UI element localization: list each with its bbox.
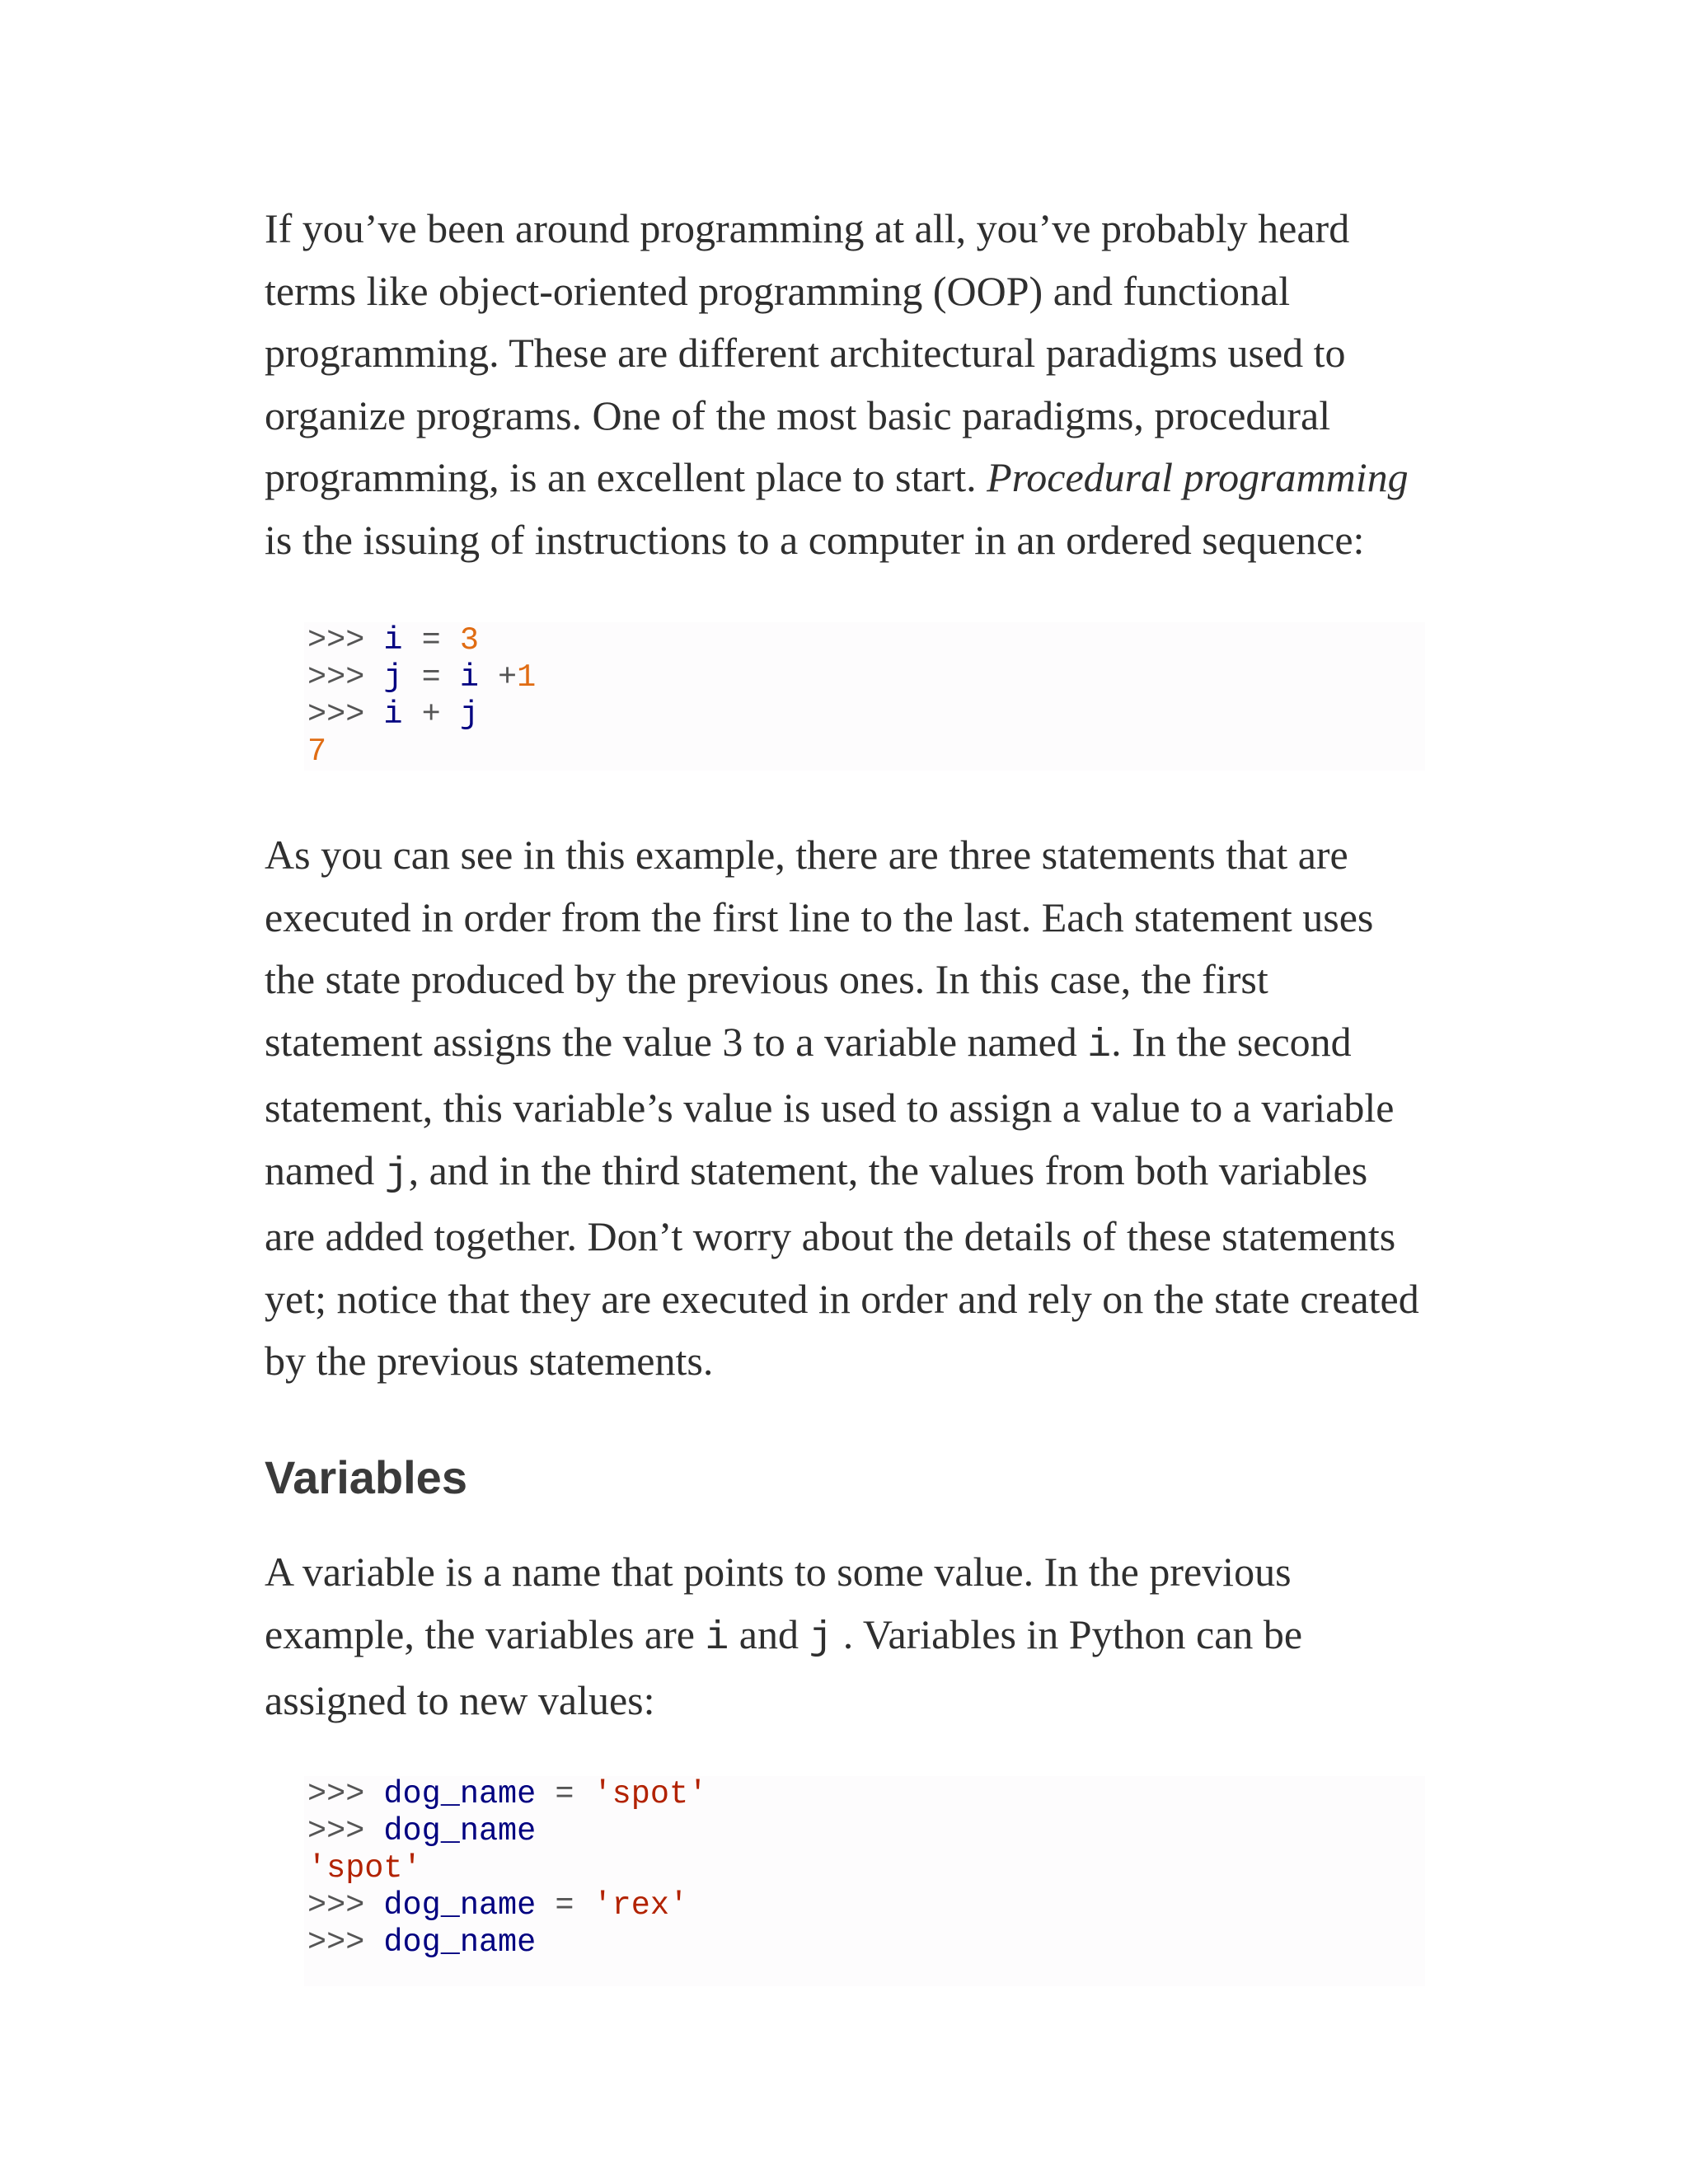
text-line: , and in the third statement, the values from both variables <box>408 1146 1368 1193</box>
variables-paragraph <box>265 1541 1302 1732</box>
code-prompt: >>> <box>307 1887 384 1924</box>
text-line: by the previous statements. <box>265 1338 714 1384</box>
code-identifier: i <box>383 696 403 733</box>
text-line: . Variables in Python can be <box>832 1610 1303 1657</box>
code-identifier: dog_name <box>383 1776 537 1812</box>
code-prompt: >>> <box>307 696 384 733</box>
code-operator: = <box>402 659 460 696</box>
code-identifier: i <box>459 659 479 696</box>
text-line: named <box>265 1146 385 1193</box>
emphasized-term: Procedural programming <box>987 454 1409 500</box>
text-line: executed in order from the first line to the last. Each statement uses <box>265 893 1374 940</box>
text-line: If you’ve been around programming at all, you’ve probably heard <box>265 205 1350 251</box>
text-line: A variable is a name that points to some value. In the previous <box>265 1549 1292 1595</box>
code-line <box>307 659 1425 696</box>
code-line <box>307 622 1425 659</box>
code-line <box>307 1850 1425 1887</box>
text-line: programming. These are different architectural paradigms used to <box>265 330 1346 376</box>
code-line <box>307 1887 1425 1924</box>
code-output: 7 <box>307 733 327 770</box>
code-line <box>307 1813 1425 1850</box>
text-line: yet; notice that they are executed in order and rely on the state created <box>265 1275 1419 1322</box>
code-line <box>307 733 1425 771</box>
code-prompt: >>> <box>307 622 384 658</box>
text-line: is the issuing of instructions to a computer in an ordered sequence: <box>265 516 1365 563</box>
code-line <box>307 696 1425 733</box>
text-line: . In the second <box>1111 1018 1352 1065</box>
code-string: 'rex' <box>593 1887 689 1924</box>
code-prompt: >>> <box>307 1813 384 1849</box>
code-identifier: dog_name <box>383 1887 537 1924</box>
code-line <box>307 1776 1425 1813</box>
code-string: 'spot' <box>593 1776 708 1812</box>
text-line: terms like object-oriented programming (OOP) and functional <box>265 267 1291 314</box>
code-operator: = <box>402 622 460 658</box>
code-prompt: >>> <box>307 1776 384 1812</box>
code-block-arithmetic <box>304 622 1425 771</box>
explanation-paragraph <box>265 824 1419 1393</box>
code-block-variables <box>304 1776 1425 1986</box>
code-operator: = <box>536 1776 593 1812</box>
code-identifier: dog_name <box>383 1924 537 1961</box>
inline-code: i <box>705 1615 729 1661</box>
text-line: are added together. Don’t worry about the details of these statements <box>265 1213 1396 1259</box>
code-line <box>307 1924 1425 1961</box>
text-line: assigned to new values: <box>265 1677 655 1723</box>
code-prompt: >>> <box>307 659 384 696</box>
code-number: 3 <box>459 622 479 658</box>
text-line: example, the variables are <box>265 1610 706 1657</box>
code-number: 1 <box>517 659 537 696</box>
text-line: and <box>729 1610 809 1657</box>
intro-paragraph <box>265 198 1409 571</box>
code-identifier: j <box>383 659 403 696</box>
text-line: statement, this variable’s value is used to assign a value to a variable <box>265 1085 1395 1131</box>
code-prompt: >>> <box>307 1924 384 1961</box>
text-line: the state produced by the previous ones. In this case, the first <box>265 956 1268 1002</box>
code-operator: = <box>536 1887 593 1924</box>
code-output: 'spot' <box>307 1850 422 1886</box>
inline-code: i <box>1087 1023 1112 1068</box>
section-heading: Variables <box>265 1451 467 1503</box>
code-identifier: j <box>459 696 479 733</box>
text-line: As you can see in this example, there are three statements that are <box>265 832 1348 878</box>
text-line: statement assigns the value 3 to a variable named <box>265 1018 1088 1065</box>
inline-code: j <box>384 1151 409 1197</box>
text-line: programming, is an excellent place to start. <box>265 454 987 500</box>
code-operator: + <box>478 659 518 696</box>
text-line: organize programs. One of the most basic paradigms, procedural <box>265 391 1331 438</box>
code-operator: + <box>402 696 460 733</box>
code-identifier: dog_name <box>383 1813 537 1849</box>
code-identifier: i <box>383 622 403 658</box>
inline-code: j <box>809 1615 833 1661</box>
